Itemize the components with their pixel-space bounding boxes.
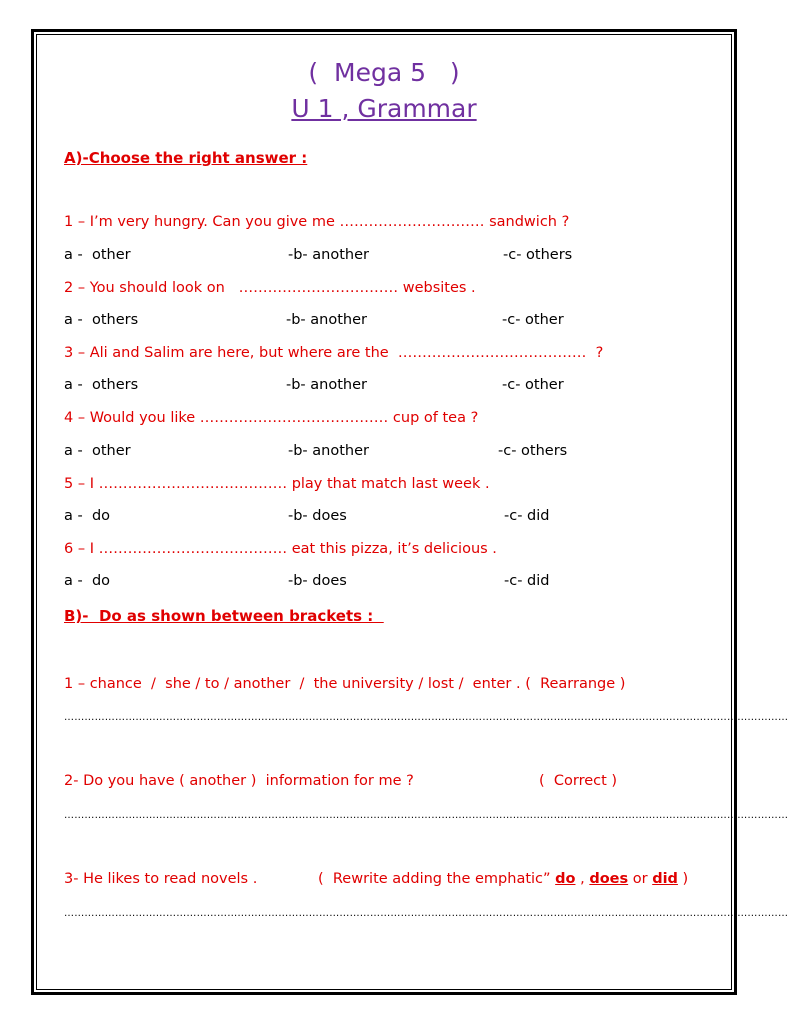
q1-option-b: -b- another: [288, 247, 369, 263]
separator-1: ,: [575, 871, 590, 887]
worksheet-title: ( Mega 5 ): [308, 58, 460, 87]
q2-option-a: a - others: [64, 312, 139, 328]
q4-option-b: -b- another: [288, 443, 369, 459]
q2-option-b: -b- another: [286, 312, 367, 328]
q6-option-a: a - do: [64, 573, 111, 589]
q5-option-c: -c- did: [504, 508, 550, 524]
section-b-heading: B)- Do as shown between brackets :: [64, 607, 384, 625]
rearrange-task: 1 – chance / she / to / another / the university / lost / enter . ( Rearrange ): [64, 676, 626, 692]
answer-line-2: ……………………………………………………………………………………………………………………………………………………………………………………………: [64, 810, 788, 821]
word-does: does: [589, 871, 629, 887]
answer-line-1: ……………………………………………………………………………………………………………………………………………………………………………………………: [64, 712, 788, 723]
q3-option-b: -b- another: [286, 377, 367, 393]
question-3: 3 – Ali and Salim are here, but where are the ………………………………… ?: [64, 345, 604, 361]
correct-instruction: ( Correct ): [539, 773, 618, 789]
separator-2: or: [628, 871, 653, 887]
q1-option-a: a - other: [64, 247, 131, 263]
word-do: do: [555, 871, 576, 887]
question-1: 1 – I’m very hungry. Can you give me ………………………… sandwich ?: [64, 214, 570, 230]
rewrite-task: 3- He likes to read novels .: [64, 871, 258, 887]
word-did: did: [652, 871, 678, 887]
rewrite-instruction-pre: ( Rewrite adding the emphatic”: [318, 871, 556, 887]
q4-option-c: -c- others: [498, 443, 568, 459]
q5-option-a: a - do: [64, 508, 111, 524]
answer-line-3: ……………………………………………………………………………………………………………………………………………………………………………………………: [64, 908, 788, 919]
question-6: 6 – I ………………………………… eat this pizza, it’s delicious .: [64, 541, 497, 557]
question-5: 5 – I ………………………………… play that match last week .: [64, 476, 490, 492]
q6-option-b: -b- does: [288, 573, 347, 589]
q4-option-a: a - other: [64, 443, 131, 459]
q5-option-b: -b- does: [288, 508, 347, 524]
question-2: 2 – You should look on …………………………… websites .: [64, 280, 476, 296]
correct-task: 2- Do you have ( another ) information for me ?: [64, 773, 414, 789]
q3-option-c: -c- other: [502, 377, 564, 393]
rewrite-instruction-post: ): [677, 871, 689, 887]
rewrite-instruction: [318, 871, 688, 887]
q3-option-a: a - others: [64, 377, 139, 393]
section-a-heading: A)-Choose the right answer :: [64, 149, 308, 167]
q1-option-c: -c- others: [503, 247, 573, 263]
question-4: 4 – Would you like ………………………………… cup of tea ?: [64, 410, 479, 426]
q2-option-c: -c- other: [502, 312, 564, 328]
worksheet-subtitle: U 1 , Grammar: [291, 94, 477, 123]
page-border-inner: [36, 34, 788, 990]
q6-option-c: -c- did: [504, 573, 550, 589]
